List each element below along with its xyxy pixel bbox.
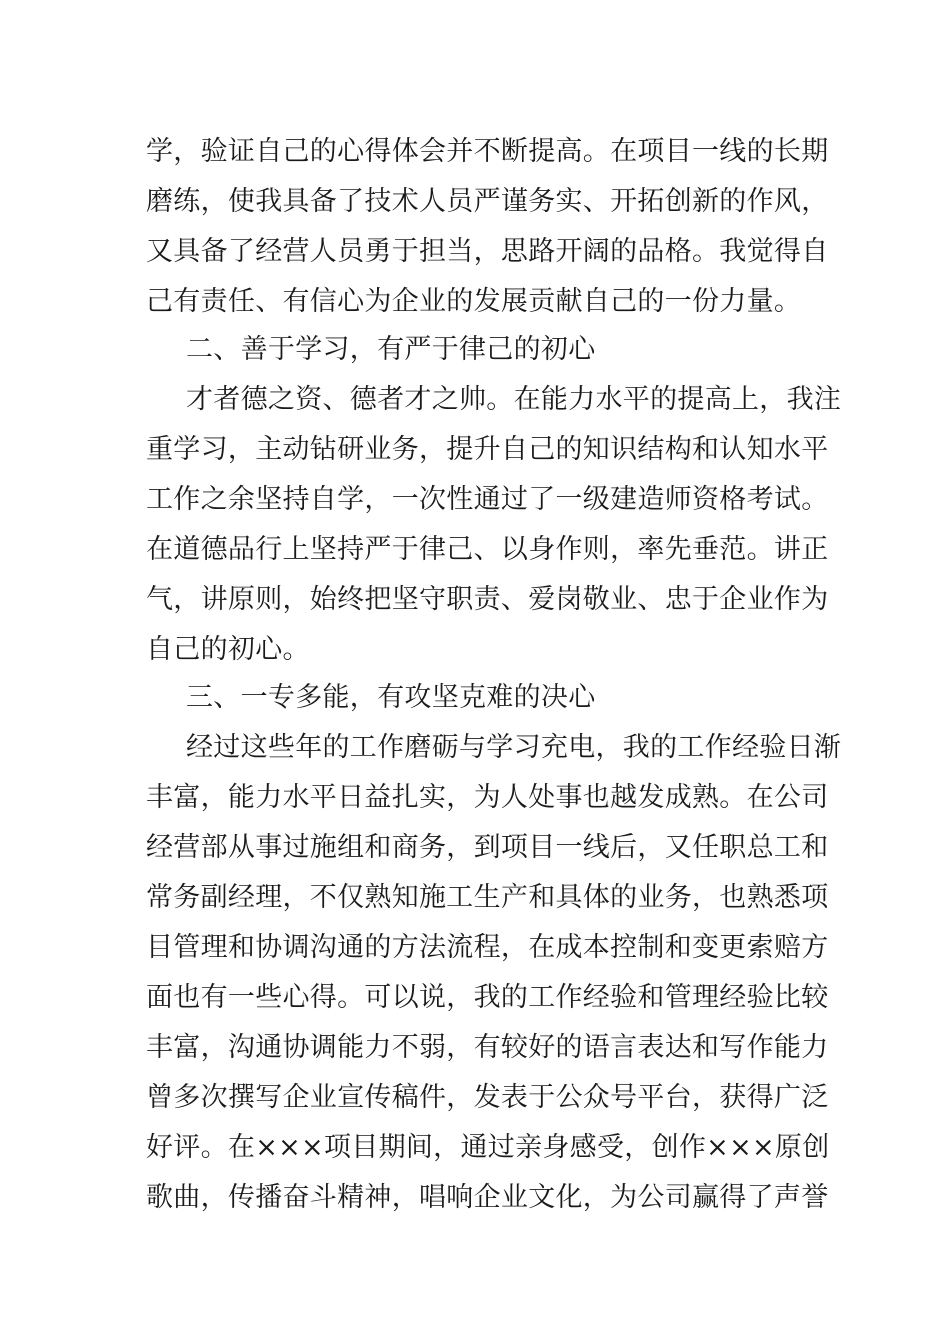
paragraph-line: 经过这些年的工作磨砺与学习充电，我的工作经验日渐 bbox=[186, 732, 842, 763]
paragraph-line: 好评。在×××项目期间，通过亲身感受，创作×××原创 bbox=[146, 1132, 830, 1163]
paragraph-line: 丰富，沟通协调能力不弱，有较好的语言表达和写作能力 bbox=[146, 1032, 829, 1063]
paragraph-line: 歌曲，传播奋斗精神，唱响企业文化，为公司赢得了声誉 bbox=[146, 1182, 829, 1213]
paragraph-line: 又具备了经营人员勇于担当，思路开阔的品格。我觉得自 bbox=[146, 236, 829, 267]
paragraph-line: 重学习，主动钻研业务，提升自己的知识结构和认知水平 bbox=[146, 434, 829, 465]
paragraph-line: 曾多次撰写企业宣传稿件，发表于公众号平台，获得广泛 bbox=[146, 1082, 829, 1113]
paragraph-line: 磨练，使我具备了技术人员严谨务实、开拓创新的作风， bbox=[146, 186, 829, 217]
paragraph-line: 在道德品行上坚持严于律己、以身作则，率先垂范。讲正 bbox=[146, 534, 829, 565]
paragraph-line: 自己的初心。 bbox=[146, 634, 310, 665]
paragraph-line: 学，验证自己的心得体会并不断提高。在项目一线的长期 bbox=[146, 136, 829, 167]
paragraph-line: 才者德之资、德者才之帅。在能力水平的提高上，我注 bbox=[186, 384, 842, 415]
section-heading: 二、善于学习，有严于律己的初心 bbox=[186, 334, 596, 365]
paragraph-line: 面也有一些心得。可以说，我的工作经验和管理经验比较 bbox=[146, 982, 829, 1013]
paragraph-line: 丰富，能力水平日益扎实，为人处事也越发成熟。在公司 bbox=[146, 782, 829, 813]
paragraph-line: 工作之余坚持自学，一次性通过了一级建造师资格考试。 bbox=[146, 484, 829, 515]
paragraph-line: 经营部从事过施组和商务，到项目一线后，又任职总工和 bbox=[146, 832, 829, 863]
section-heading: 三、一专多能，有攻坚克难的决心 bbox=[186, 682, 596, 713]
paragraph-line: 目管理和协调沟通的方法流程，在成本控制和变更索赔方 bbox=[146, 932, 829, 963]
paragraph-line: 常务副经理，不仅熟知施工生产和具体的业务，也熟悉项 bbox=[146, 882, 829, 913]
paragraph-line: 气，讲原则，始终把坚守职责、爱岗敬业、忠于企业作为 bbox=[146, 584, 829, 615]
paragraph-line: 己有责任、有信心为企业的发展贡献自己的一份力量。 bbox=[146, 286, 802, 317]
